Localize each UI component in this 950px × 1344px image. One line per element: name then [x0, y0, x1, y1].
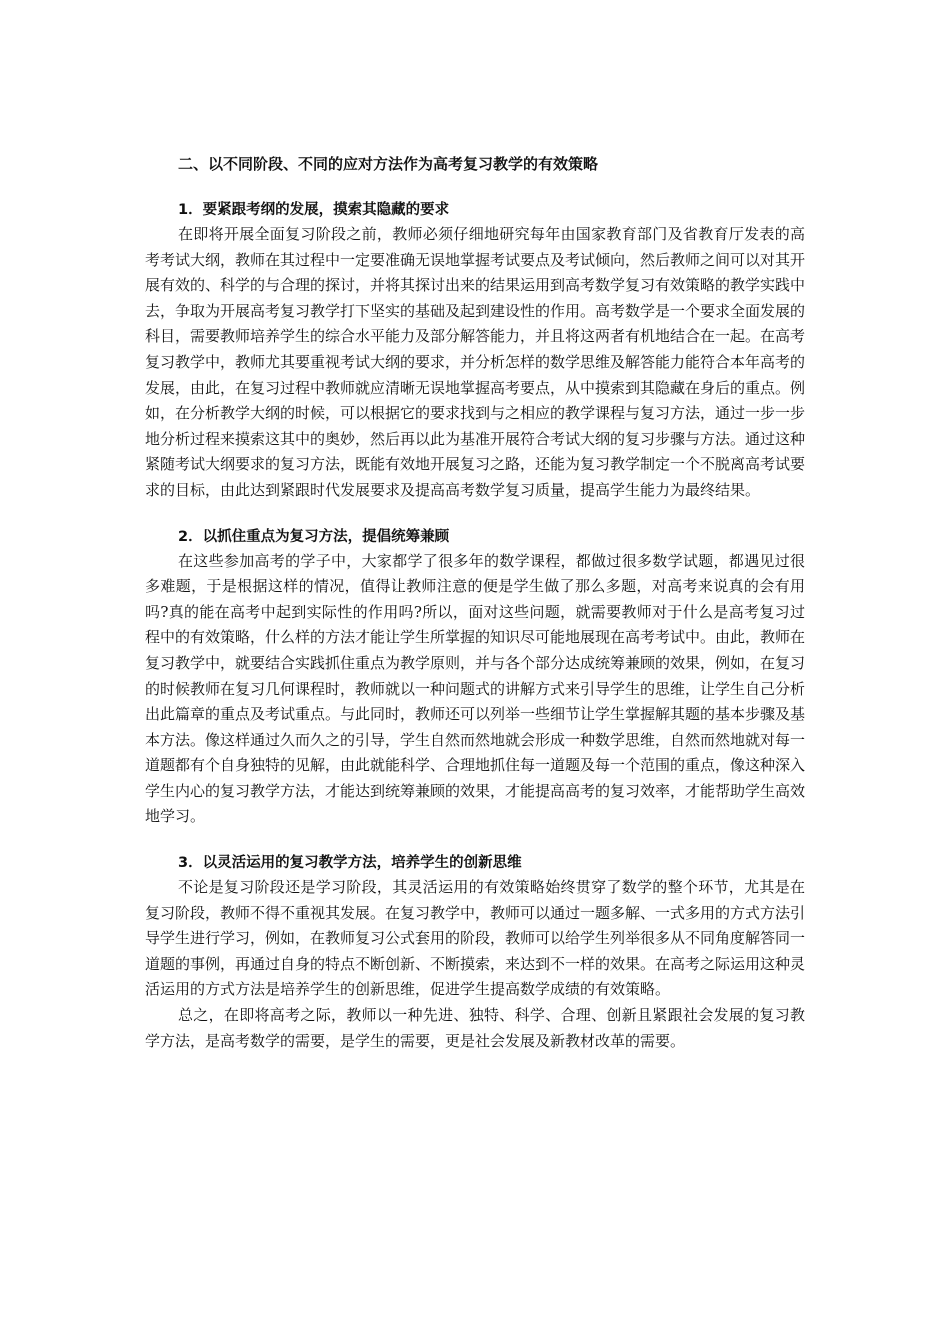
- subsection-3-heading: 3．以灵活运用的复习教学方法，培养学生的创新思维: [178, 855, 522, 872]
- section-title: 二、以不同阶段、不同的应对方法作为高考复习教学的有效策略: [178, 155, 599, 173]
- subsection-3-paragraph: 不论是复习阶段还是学习阶段，其灵活运用的有效策略始终贯穿了数学的整个环节，尤其是在复习阶段，教师不得不重视其发展。在复习教学中，教师可以通过一题多解、一式多用的方式方法引导学生进行学习，例如，在教师复习公式套用的阶段，教师可以给学生列举很多从不同角度解答同一道题的事例，再通过自身的特点不断创新、不断摸索，来达到不一样的效果。在高考之际运用这种灵活运用的方式方法是培养学生的创新思维，促进学生提高数学成绩的有效策略。: [145, 878, 806, 999]
- spacer: [145, 504, 805, 525]
- subsection-1-paragraph: 在即将开展全面复习阶段之前，教师必须仔细地研究每年由国家教育部门及省教育厅发表的高考考试大纲，教师在其过程中一定要准确无误地掌握考试要点及考试倾向，然后教师之间可以对其开展有效的、科学的与合理的探讨，并将其探讨出来的结果运用到高考数学复习有效策略的教学实践中去，争取为开展高考复习教学打下坚实的基础及起到建设性的作用。高考数学是一个要求全面发展的科目，需要教师培养学生的综合水平能力及部分解答能力，并且将这两者有机地结合在一起。在高考复习教学中，教师尤其要重视考试大纲的要求，并分析怎样的数学思维及解答能力能符合本年高考的发展，由此，在复习过程中教师就应清晰无误地掌握高考要点，从中摸索到其隐藏在身后的重点。例如，在分析教学大纲的时候，可以根据它的要求找到与之相应的教学课程与复习方法，通过一步一步地分析过程来摸索这其中的奥妙，然后再以此为基准开展符合考试大纲的复习步骤与方法。通过这种紧随考试大纲要求的复习方法，既能有效地开展复习之路，还能为复习教学制定一个不脱离高考试要求的目标，由此达到紧跟时代发展要求及提高高考数学复习质量，提高学生能力为最终结果。: [145, 225, 806, 499]
- subsection-2-paragraph: 在这些参加高考的学子中，大家都学了很多年的数学课程，都做过很多数学试题，都遇见过很多难题，于是根据这样的情况，值得让教师注意的便是学生做了那么多题，对高考来说真的会有用吗?真的能在高考中起到实际性的作用吗?所以，面对这些问题，就需要教师对于什么是高考复习过程中的有效策略，什么样的方法才能让学生所掌握的知识尽可能地展现在高考考试中。由此，教师在复习教学中，就要结合实践抓住重点为教学原则，并与各个部分达成统筹兼顾的效果，例如，在复习的时候教师在复习几何课程时，教师就以一种问题式的讲解方式来引导学生的思维，让学生自己分析出此篇章的重点及考试重点。与此同时，教师还可以列举一些细节让学生掌握解其题的基本步骤及基本方法。像这样通过久而久之的引导，学生自然而然地就会形成一种数学思维，自然而然地就对每一道题都有个自身独特的见解，由此就能科学、合理地抓住每一道题及每一个范围的重点，像这种深入学生内心的复习教学方法，才能达到统筹兼顾的效果，才能提高高考的复习效率，才能帮助学生高效地学习。: [145, 551, 806, 826]
- subsection-2-heading: 2．以抓住重点为复习方法，提倡统筹兼顾: [178, 528, 450, 545]
- subsection-1-heading: 1．要紧跟考纲的发展，摸索其隐藏的要求: [178, 202, 450, 218]
- conclusion-paragraph: 总之，在即将高考之际，教师以一种先进、独特、科学、合理、创新且紧跟社会发展的复习教学方法，是高考数学的需要，是学生的需要，更是社会发展及新教材改革的需要。: [145, 1006, 805, 1050]
- document-page: [145, 152, 805, 1054]
- spacer: [145, 830, 805, 851]
